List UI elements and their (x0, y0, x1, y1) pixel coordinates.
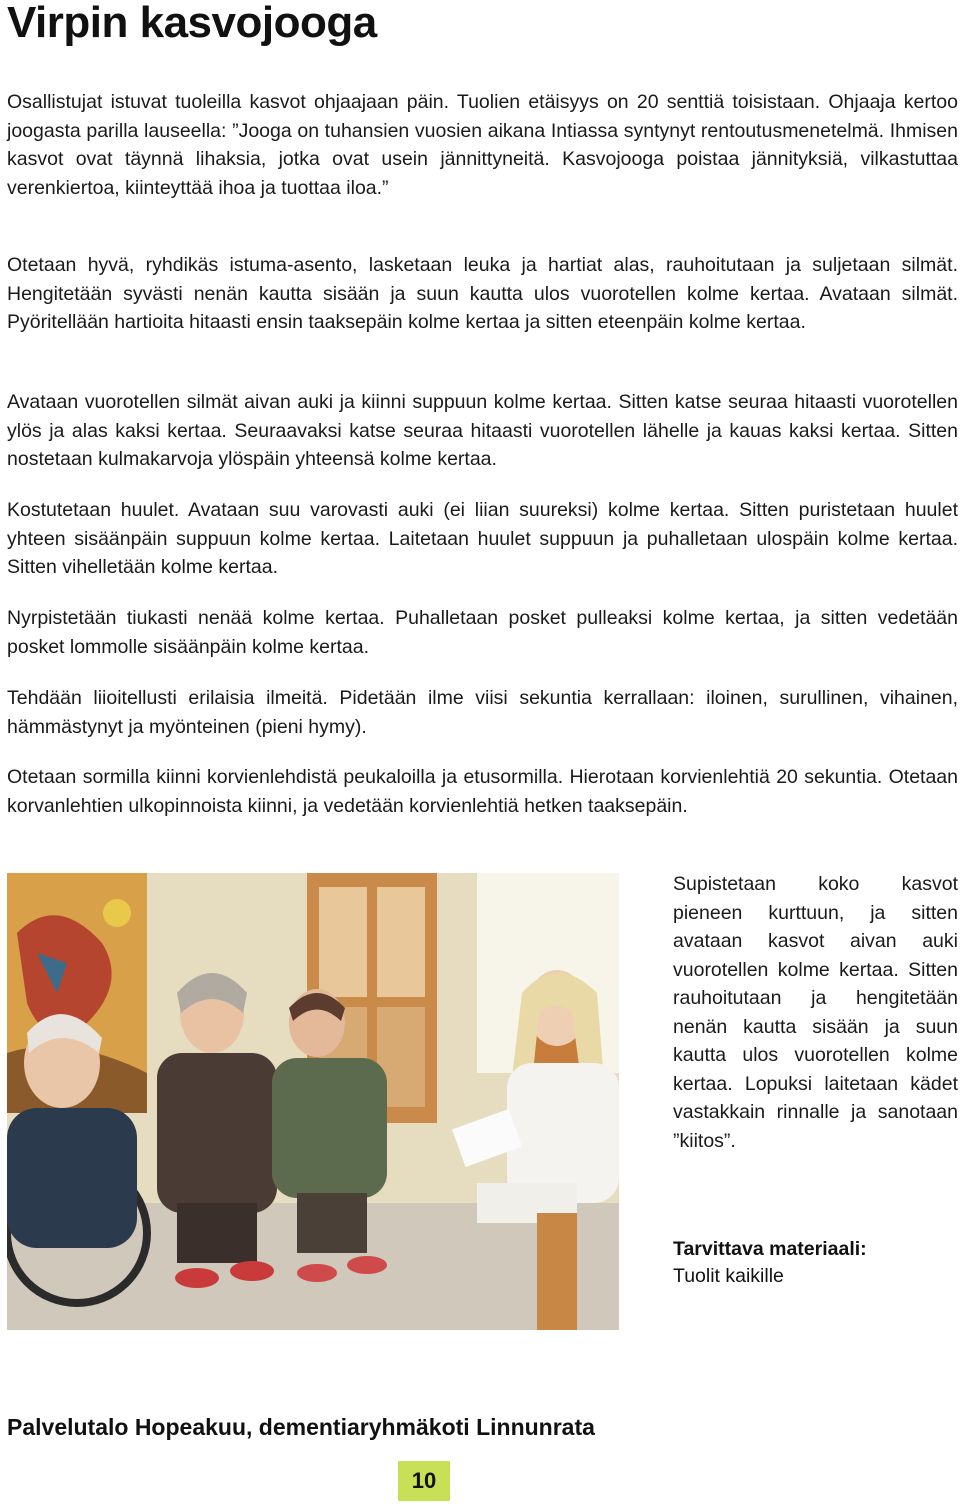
material-text: Tuolit kaikille (673, 1265, 784, 1287)
paragraph-ears: Otetaan sormilla kiinni korvienlehdistä peukaloilla ja etusormilla. Hierotaan korvienlehtiä 20 sekuntia. Otetaan korvanlehtien ulkopinnoista kiinni, ja vedetään korvienlehtiä hetken taaksepäin. (7, 766, 958, 817)
paragraph-eyes: Avataan vuorotellen silmät aivan auki ja kiinni suppuun kolme kertaa. Sitten katse seuraa hitaasti vuorotellen ylös ja alas kaksi kertaa. Seuraavaksi katse seuraa hitaasti vuorotellen lähelle ja kauas kaksi kertaa. Sitten nostetaan kulmakarvoja ylöspäin yhteensä kolme kertaa. (7, 391, 958, 470)
page-title: Virpin kasvojooga (7, 0, 377, 47)
paragraph-nose-cheeks: Nyrpistetään tiukasti nenää kolme kertaa. Puhalletaan posket pulleaksi kolme kertaa, ja sitten vedetään posket lommolle sisäänpäin kolme kertaa. (7, 607, 958, 658)
material-heading: Tarvittava materiaali: (673, 1238, 867, 1260)
paragraph-lips: Kostutetaan huulet. Avataan suu varovasti auki (ei liian suureksi) kolme kertaa. Sitten puristetaan huulet yhteen sisäänpäin suppuun kolme kertaa. Laitetaan huulet suppuun ja puhalletaan ulospäin kolme kertaa. Sitten vihelletään kolme kertaa. (7, 499, 958, 578)
intro-paragraph: Osallistujat istuvat tuoleilla kasvot ohjaajaan päin. Tuolien etäisyys on 20 senttiä toisistaan. Ohjaaja kertoo joogasta parilla lauseella: ”Jooga on tuhansien vuosien aikana Intiassa syntynyt rentoutusmenetelmä. Ihmisen kasvot ovat täynnä lihaksia, jotka ovat usein jännittyneitä. Kasvojooga poistaa jännityksiä, vilkastuttaa verenkiertoa, kiinteyttää ihoa ja tuottaa iloa.” (7, 91, 958, 199)
footer-location: Palvelutalo Hopeakuu, dementiaryhmäkoti Linnunrata (7, 1414, 595, 1440)
paragraph-posture: Otetaan hyvä, ryhdikäs istuma-asento, lasketaan leuka ja hartiat alas, rauhoitutaan ja suljetaan silmät. Hengitetään syvästi nenän kautta sisään ja suun kautta ulos vuorotellen kolme kertaa. Avataan silmät. Pyöritellään hartioita hitaasti ensin taaksepäin kolme kertaa ja sitten eteenpäin kolme kertaa. (7, 254, 958, 333)
paragraph-expressions: Tehdään liioitellusti erilaisia ilmeitä. Pidetään ilme viisi sekuntia kerrallaan: iloinen, surullinen, vihainen, hämmästynyt ja myönteinen (pieni hymy). (7, 687, 958, 738)
page-number: 10 (398, 1461, 450, 1501)
closing-instructions: Supistetaan koko kasvot pieneen kurttuun, ja sitten avataan kasvot aivan auki vuorotellen kolme kertaa. Sitten rauhoitutaan ja hengitetään nenän kautta sisään ja suun kautta ulos vuorotellen kolme kertaa. Lopuksi laitetaan kädet vastakkain rinnalle ja sanotaan ”kiitos”. (673, 873, 958, 1152)
group-yoga-photo (7, 873, 619, 1330)
